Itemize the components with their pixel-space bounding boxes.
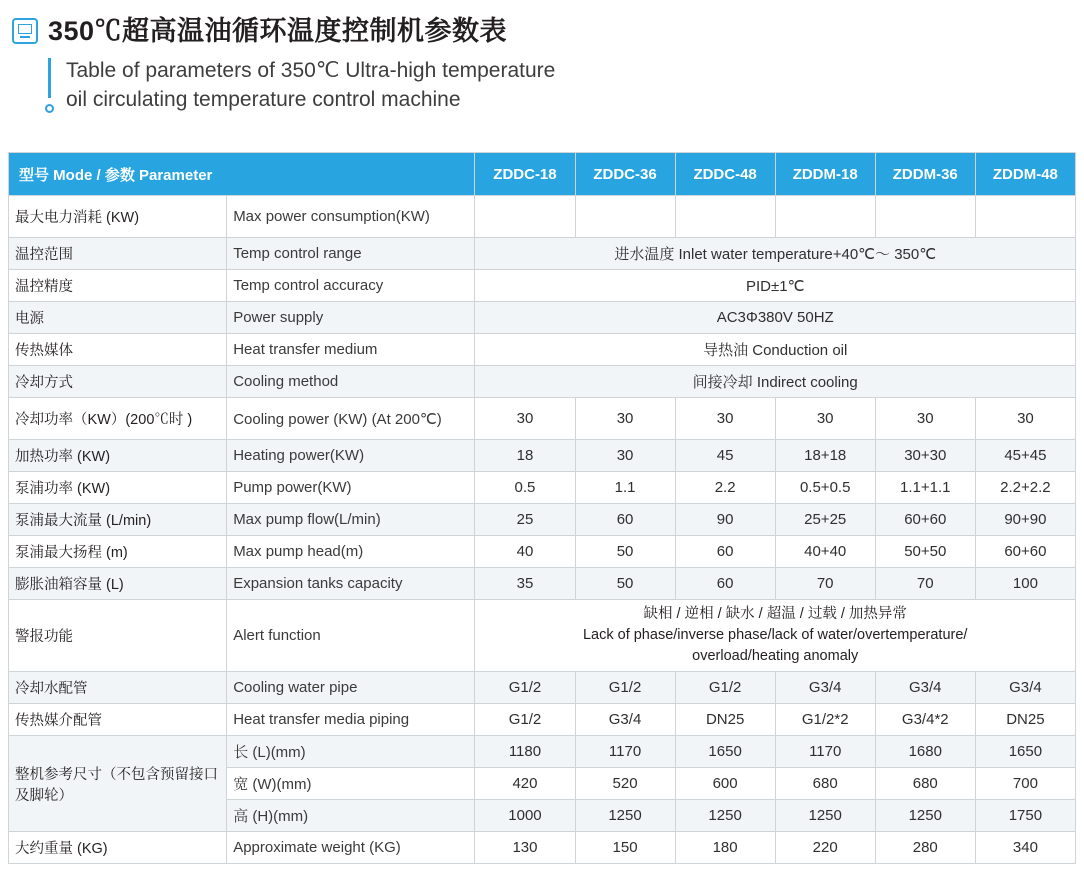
cell-value: 25+25 — [775, 504, 875, 536]
cell-value: G1/2 — [675, 672, 775, 704]
spec-table-wrapper — [8, 152, 1076, 864]
cell-value — [875, 196, 975, 238]
page-header — [0, 0, 1084, 114]
document-icon — [12, 18, 38, 44]
row-label-cn: 大约重量 (KG) — [9, 832, 227, 864]
table-row — [9, 832, 1076, 864]
cell-value: 1250 — [575, 800, 675, 832]
cell-value: 60+60 — [875, 504, 975, 536]
cell-value: 90 — [675, 504, 775, 536]
row-label-en: Cooling water pipe — [227, 672, 475, 704]
row-label-en: Approximate weight (KG) — [227, 832, 475, 864]
row-label-cn: 温控范围 — [9, 238, 227, 270]
cell-value: G3/4 — [875, 672, 975, 704]
cell-value: 30 — [675, 398, 775, 440]
row-label-cn: 泵浦功率 (KW) — [9, 472, 227, 504]
table-row — [9, 600, 1076, 672]
cell-value: G3/4*2 — [875, 704, 975, 736]
row-label-en: Power supply — [227, 302, 475, 334]
cell-value: 40+40 — [775, 536, 875, 568]
page-title: 350℃超高温油循环温度控制机参数表 — [48, 16, 508, 46]
table-row — [9, 238, 1076, 270]
cell-value: 680 — [875, 768, 975, 800]
cell-value: G3/4 — [975, 672, 1075, 704]
cell-value: 70 — [775, 568, 875, 600]
row-label-cn-size-group: 整机参考尺寸（不包含预留接口及脚轮） — [9, 736, 227, 832]
cell-value: 130 — [475, 832, 575, 864]
cell-value: G1/2 — [475, 704, 575, 736]
cell-value: 700 — [975, 768, 1075, 800]
table-row — [9, 704, 1076, 736]
row-label-cn: 加热功率 (KW) — [9, 440, 227, 472]
cell-value: 220 — [775, 832, 875, 864]
cell-value: 1.1+1.1 — [875, 472, 975, 504]
table-row — [9, 504, 1076, 536]
cell-value: 45 — [675, 440, 775, 472]
row-label-en: Heat transfer media piping — [227, 704, 475, 736]
cell-value: 60 — [675, 536, 775, 568]
cell-value: 30+30 — [875, 440, 975, 472]
table-row — [9, 196, 1076, 238]
header-name-cell: 型号 Mode / 参数 Parameter — [9, 153, 475, 196]
cell-value: 1.1 — [575, 472, 675, 504]
cell-merged-value: AC3Φ380V 50HZ — [475, 302, 1076, 334]
cell-value: 0.5 — [475, 472, 575, 504]
cell-value: 1250 — [675, 800, 775, 832]
row-label-en: Cooling power (KW) (At 200℃) — [227, 398, 475, 440]
cell-value: 2.2 — [675, 472, 775, 504]
table-row — [9, 736, 1076, 768]
header-model-zddm-18: ZDDM-18 — [775, 153, 875, 196]
cell-value: 680 — [775, 768, 875, 800]
cell-value: 1180 — [475, 736, 575, 768]
cell-value: 18+18 — [775, 440, 875, 472]
alert-line-en-2: overload/heating anomaly — [692, 648, 859, 664]
cell-value: 40 — [475, 536, 575, 568]
cell-value: 420 — [475, 768, 575, 800]
cell-value: 180 — [675, 832, 775, 864]
row-label-en: Heat transfer medium — [227, 334, 475, 366]
row-label-cn: 冷却功率（KW）(200℃时 ) — [9, 398, 227, 440]
row-label-en: Expansion tanks capacity — [227, 568, 475, 600]
cell-value: 520 — [575, 768, 675, 800]
cell-merged-value: 导热油 Conduction oil — [475, 334, 1076, 366]
cell-value: 340 — [975, 832, 1075, 864]
header-model-zddm-36: ZDDM-36 — [875, 153, 975, 196]
cell-value: 35 — [475, 568, 575, 600]
row-label-cn: 警报功能 — [9, 600, 227, 672]
row-label-en: 长 (L)(mm) — [227, 736, 475, 768]
alert-line-en-1: Lack of phase/inverse phase/lack of water/overtemperature/ — [582, 627, 968, 643]
row-label-cn: 温控精度 — [9, 270, 227, 302]
table-row — [9, 270, 1076, 302]
row-label-cn: 电源 — [9, 302, 227, 334]
cell-value: 30 — [575, 398, 675, 440]
row-label-en: Temp control range — [227, 238, 475, 270]
cell-value: 2.2+2.2 — [975, 472, 1075, 504]
cell-value — [475, 196, 575, 238]
cell-value: 18 — [475, 440, 575, 472]
row-label-en: Max power consumption(KW) — [227, 196, 475, 238]
cell-value: G3/4 — [775, 672, 875, 704]
row-label-cn: 泵浦最大扬程 (m) — [9, 536, 227, 568]
cell-value: 25 — [475, 504, 575, 536]
table-row — [9, 398, 1076, 440]
row-label-cn: 冷却方式 — [9, 366, 227, 398]
cell-value: 50+50 — [875, 536, 975, 568]
row-label-en: Cooling method — [227, 366, 475, 398]
table-row — [9, 472, 1076, 504]
table-row — [9, 568, 1076, 600]
cell-value: 0.5+0.5 — [775, 472, 875, 504]
cell-value — [575, 196, 675, 238]
cell-value: 600 — [675, 768, 775, 800]
subtitle-line-2: oil circulating temperature control machine — [66, 88, 461, 111]
cell-merged-value: 进水温度 Inlet water temperature+40℃～ 350℃ — [475, 238, 1076, 270]
table-row — [9, 440, 1076, 472]
cell-value: 1250 — [875, 800, 975, 832]
accent-bar — [48, 58, 51, 98]
header-model-zddc-48: ZDDC-48 — [675, 153, 775, 196]
subtitle-line-1: Table of parameters of 350℃ Ultra-high temperature — [66, 59, 556, 82]
row-label-en: Heating power(KW) — [227, 440, 475, 472]
cell-value: 70 — [875, 568, 975, 600]
row-label-cn: 传热媒介配管 — [9, 704, 227, 736]
cell-value: 1650 — [975, 736, 1075, 768]
cell-value: 1170 — [575, 736, 675, 768]
cell-value — [675, 196, 775, 238]
row-label-cn: 最大电力消耗 (KW) — [9, 196, 227, 238]
cell-value: 60 — [675, 568, 775, 600]
cell-value: 1680 — [875, 736, 975, 768]
header-model-zddc-36: ZDDC-36 — [575, 153, 675, 196]
cell-merged-value — [475, 600, 1076, 672]
row-label-en: Max pump head(m) — [227, 536, 475, 568]
row-label-cn: 泵浦最大流量 (L/min) — [9, 504, 227, 536]
cell-value: 1750 — [975, 800, 1075, 832]
cell-value: 280 — [875, 832, 975, 864]
cell-value: 30 — [475, 398, 575, 440]
cell-value: 30 — [775, 398, 875, 440]
row-label-en: Max pump flow(L/min) — [227, 504, 475, 536]
table-row — [9, 366, 1076, 398]
cell-value: G1/2*2 — [775, 704, 875, 736]
table-header-row — [9, 153, 1076, 196]
cell-value — [975, 196, 1075, 238]
cell-value: G1/2 — [575, 672, 675, 704]
cell-value: 1170 — [775, 736, 875, 768]
cell-value: 50 — [575, 536, 675, 568]
cell-value: 45+45 — [975, 440, 1075, 472]
cell-value: G1/2 — [475, 672, 575, 704]
cell-value: 150 — [575, 832, 675, 864]
row-label-en: 宽 (W)(mm) — [227, 768, 475, 800]
cell-merged-value: 间接冷却 Indirect cooling — [475, 366, 1076, 398]
header-model-zddc-18: ZDDC-18 — [475, 153, 575, 196]
cell-merged-value: PID±1℃ — [475, 270, 1076, 302]
cell-value: 30 — [875, 398, 975, 440]
cell-value: 30 — [975, 398, 1075, 440]
table-row — [9, 536, 1076, 568]
cell-value: 1250 — [775, 800, 875, 832]
row-label-en: 高 (H)(mm) — [227, 800, 475, 832]
row-label-en: Pump power(KW) — [227, 472, 475, 504]
cell-value: 90+90 — [975, 504, 1075, 536]
table-row — [9, 302, 1076, 334]
cell-value: 100 — [975, 568, 1075, 600]
alert-line-cn: 缺相 / 逆相 / 缺水 / 超温 / 过载 / 加热异常 — [643, 606, 907, 622]
cell-value: 50 — [575, 568, 675, 600]
cell-value: 60 — [575, 504, 675, 536]
cell-value: DN25 — [675, 704, 775, 736]
cell-value: G3/4 — [575, 704, 675, 736]
cell-value — [775, 196, 875, 238]
header-text — [48, 14, 555, 114]
cell-value: 30 — [575, 440, 675, 472]
table-head — [9, 153, 1076, 196]
cell-value: 1000 — [475, 800, 575, 832]
table-row — [9, 672, 1076, 704]
row-label-cn: 冷却水配管 — [9, 672, 227, 704]
cell-value: 1650 — [675, 736, 775, 768]
header-model-zddm-48: ZDDM-48 — [975, 153, 1075, 196]
cell-value: DN25 — [975, 704, 1075, 736]
row-label-en: Alert function — [227, 600, 475, 672]
table-body — [9, 196, 1076, 864]
spec-table — [8, 152, 1076, 864]
cell-value: 60+60 — [975, 536, 1075, 568]
page-subtitle — [48, 56, 555, 114]
table-row — [9, 334, 1076, 366]
row-label-en: Temp control accuracy — [227, 270, 475, 302]
row-label-cn: 膨胀油箱容量 (L) — [9, 568, 227, 600]
row-label-cn: 传热媒体 — [9, 334, 227, 366]
